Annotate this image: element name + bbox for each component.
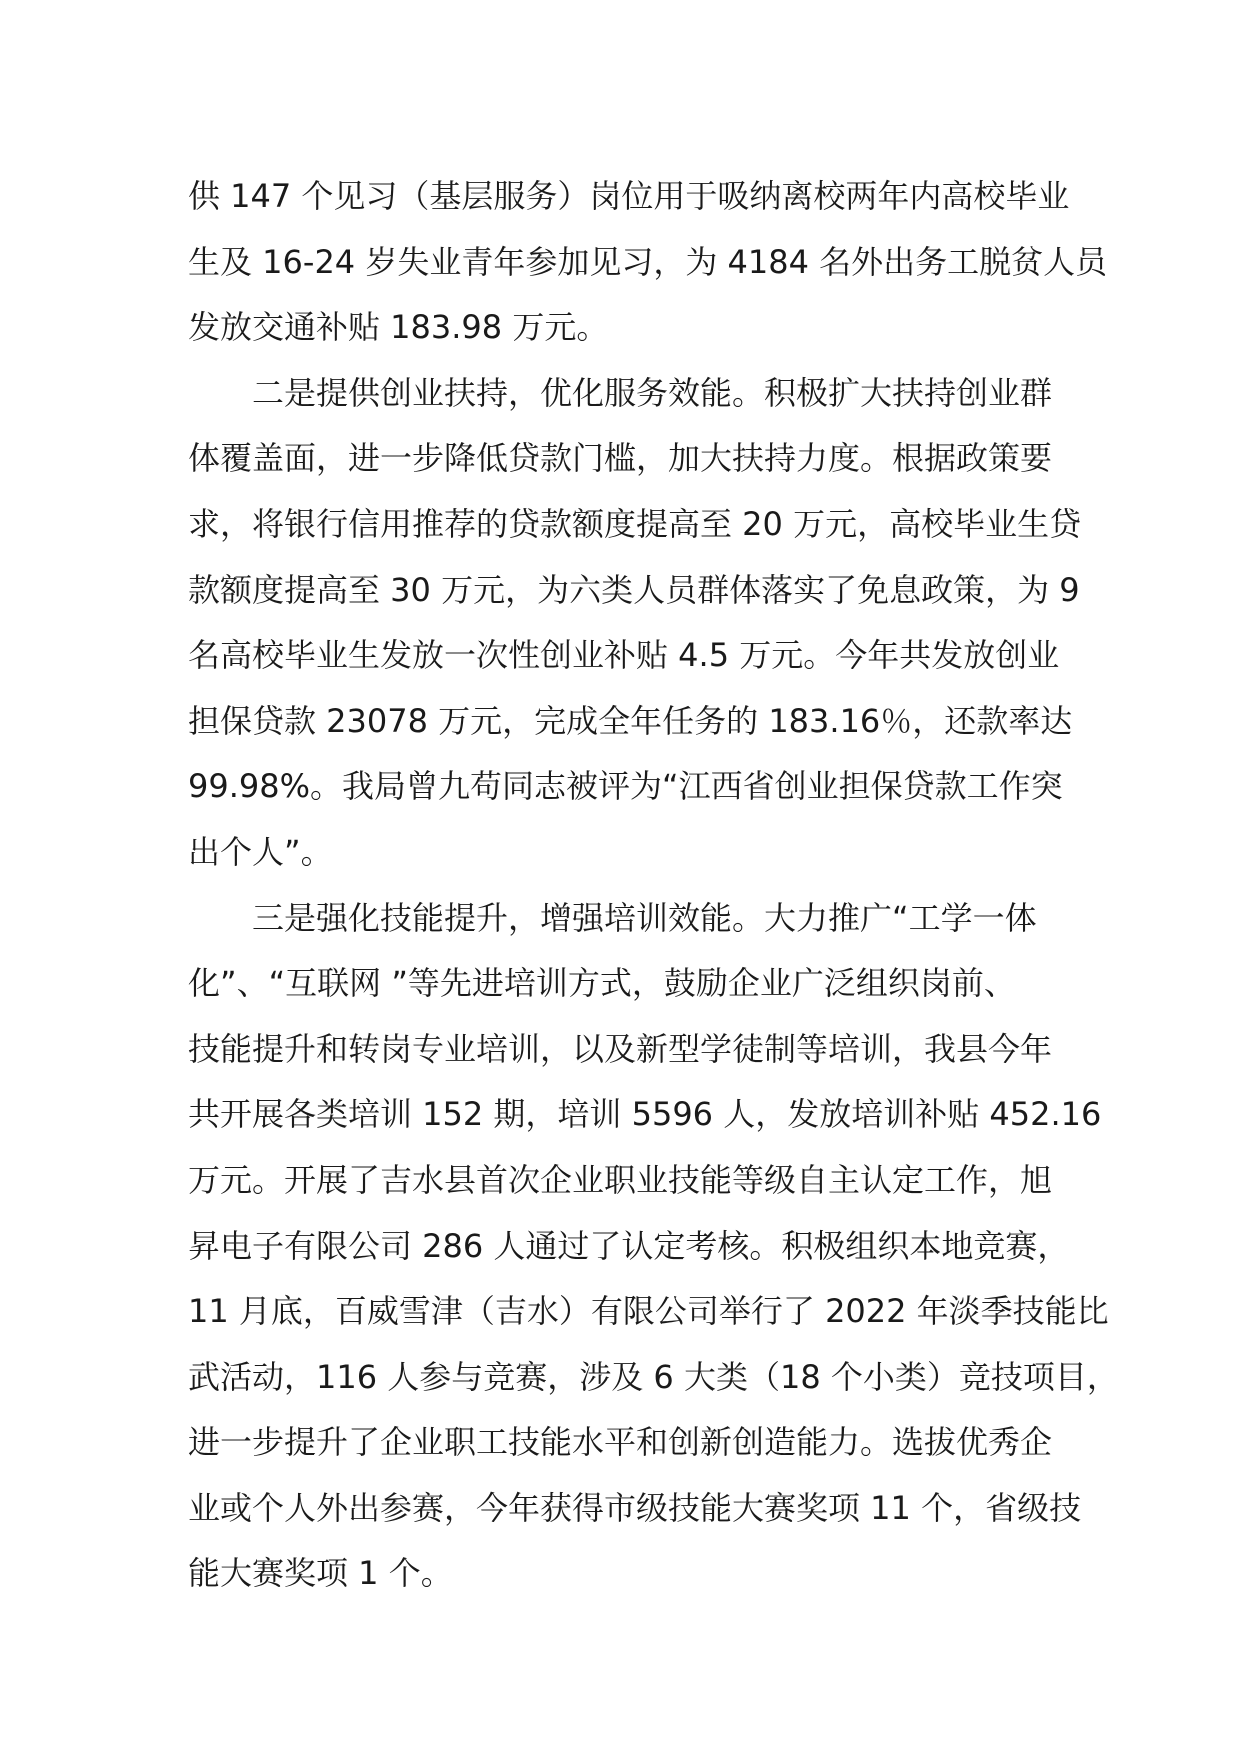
text-line: 出个人”。 bbox=[188, 832, 333, 871]
text-line: 能大赛奖项 1 个。 bbox=[188, 1554, 453, 1593]
text-line: 担保贷款 23078 万元，完成全年任务的 183.16％，还款率达 bbox=[188, 701, 1073, 740]
text-line: 技能提升和转岗专业培训，以及新型学徒制等培训，我县今年 bbox=[188, 1029, 1053, 1068]
text-line: 供 147 个见习（基层服务）岗位用于吸纳离校两年内高校毕业 bbox=[188, 177, 1070, 215]
text-line: 武活动，116 人参与竞赛，涉及 6 大类（18 个小类）竞技项目， bbox=[188, 1357, 1119, 1396]
text-line: 求，将银行信用推荐的贷款额度提高至 20 万元，高校毕业生贷 bbox=[188, 504, 1082, 543]
paragraph-2 bbox=[188, 361, 1082, 886]
text-line: 化”、“互联网 ”等先进培训方式，鼓励企业广泛组织岗前、 bbox=[188, 964, 1016, 1003]
text-line: 昇电子有限公司 286 人通过了认定考核。积极组织本地竞赛， bbox=[188, 1226, 1070, 1265]
paragraph-1 bbox=[188, 164, 1108, 361]
text-line: 发放交通补贴 183.98 万元。 bbox=[188, 308, 609, 347]
text-line: 体覆盖面，进一步降低贷款门槛，加大扶持力度。根据政策要 bbox=[188, 439, 1053, 478]
text-line: 万元。开展了吉水县首次企业职业技能等级自主认定工作，旭 bbox=[188, 1160, 1053, 1199]
text-line: 生及 16-24 岁失业青年参加见习，为 4184 名外出务工脱贫人员 bbox=[188, 242, 1108, 281]
text-line: 11 月底，百威雪津（吉水）有限公司举行了 2022 年淡季技能比 bbox=[188, 1292, 1109, 1331]
document-page bbox=[188, 164, 1119, 1607]
text-line: 进一步提升了企业职工技能水平和创新创造能力。选拔优秀企 bbox=[188, 1423, 1053, 1462]
text-line: 99.98%。我局曾九苟同志被评为“江西省创业担保贷款工作突 bbox=[188, 767, 1063, 806]
text-line: 款额度提高至 30 万元，为六类人员群体落实了免息政策，为 9 bbox=[188, 570, 1080, 609]
text-line: 业或个人外出参赛，今年获得市级技能大赛奖项 11 个，省级技 bbox=[188, 1488, 1082, 1527]
text-line: 三是强化技能提升，增强培训效能。大力推广“工学一体 bbox=[252, 898, 1037, 937]
paragraph-3 bbox=[188, 886, 1119, 1608]
text-line: 二是提供创业扶持，优化服务效能。积极扩大扶持创业群 bbox=[252, 373, 1053, 412]
text-line: 共开展各类培训 152 期，培训 5596 人，发放培训补贴 452.16 bbox=[188, 1095, 1102, 1134]
text-line: 名高校毕业生发放一次性创业补贴 4.5 万元。今年共发放创业 bbox=[188, 636, 1060, 675]
